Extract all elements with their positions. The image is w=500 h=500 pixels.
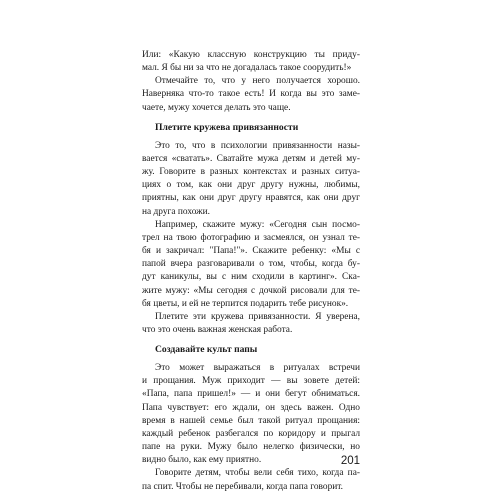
- text-line: приятны, как они друг другу нравятся, как они друг: [142, 193, 360, 204]
- text-line: каждый ребенок разбегался по коридору и прыгал: [142, 428, 360, 439]
- text-line: мал. Я бы ни за что не догадалась такое соорудить!»: [142, 63, 352, 74]
- paragraph: [142, 75, 360, 114]
- text-line: Говорите детям, чтобы вели себя тихо, когда па-: [155, 468, 360, 479]
- text-line: бя цветы, и ей не терпится подарить тебе рисунок».: [142, 298, 349, 309]
- section-heading: Создавайте культ папы: [155, 344, 258, 356]
- text-line: на друга похожи.: [142, 206, 210, 217]
- text-line: Например, скажите мужу: «Сегодня сын посмо-: [155, 219, 360, 230]
- text-line: вается «сватать». Сватайте мужа детям и детей му-: [142, 153, 360, 164]
- paragraph: [142, 49, 360, 75]
- text-line: «Папа, папа пришел!» — и они бегут обниматься.: [142, 389, 360, 400]
- text-line: папой вчера разговаривали о том, чтобы, когда бу-: [142, 259, 360, 270]
- text-line: трел на твою фотографию и засмеялся, он узнал те-: [142, 232, 360, 243]
- text-line: дут каникулы, вы с ним сходили в картинг». Ска-: [142, 272, 360, 283]
- text-line: бя и закричал: "Папа!"». Скажите ребенку: «Мы с: [142, 246, 360, 257]
- text-line: видно было, как ему приятно.: [142, 455, 262, 466]
- paragraph: [142, 467, 360, 493]
- paragraph: [142, 311, 360, 337]
- text-line: что это очень важная женская работа.: [142, 324, 293, 335]
- text-line: Плетите эти кружева привязанности. Я уверена,: [155, 311, 360, 322]
- paragraph: [142, 219, 360, 311]
- text-line: циях о том, как они друг другу нужны, любимы,: [142, 180, 360, 191]
- paragraph: [142, 140, 360, 219]
- text-line: жу. Говорите в разных контекстах и разных ситуа-: [142, 167, 360, 178]
- text-line: Наверняка что-то такое есть! И когда вы это заме-: [142, 89, 360, 100]
- text-line: Это то, что в психологии привязанности назы-: [155, 140, 360, 151]
- text-line: Папа чувствует: его ждали, он здесь важен. Одно: [142, 402, 360, 413]
- page-number: 201: [340, 455, 360, 467]
- text-line: Отмечайте то, что у него получается хорошо.: [155, 76, 360, 87]
- text-line: и прощания. Муж приходит — вы зовете детей:: [142, 376, 360, 387]
- section-heading: Плетите кружева привязанности: [155, 121, 299, 133]
- text-line: время в нашей семье был такой ритуал прощания:: [142, 415, 360, 426]
- text-line: жите мужу: «Мы сегодня с дочкой рисовали для те-: [142, 285, 360, 296]
- text-line: Это может выражаться в ритуалах встречи: [155, 363, 360, 374]
- paragraph: [142, 362, 360, 467]
- text-line: папе на руки. Мужу было нелегко физически, но: [142, 442, 360, 453]
- text-line: па спит. Чтобы не перебивали, когда папа говорит.: [142, 481, 344, 492]
- book-page-text: [142, 49, 360, 494]
- text-line: Или: «Какую классную конструкцию ты приду-: [142, 50, 360, 60]
- text-line: чаете, мужу хочется делать это чаще.: [142, 102, 291, 113]
